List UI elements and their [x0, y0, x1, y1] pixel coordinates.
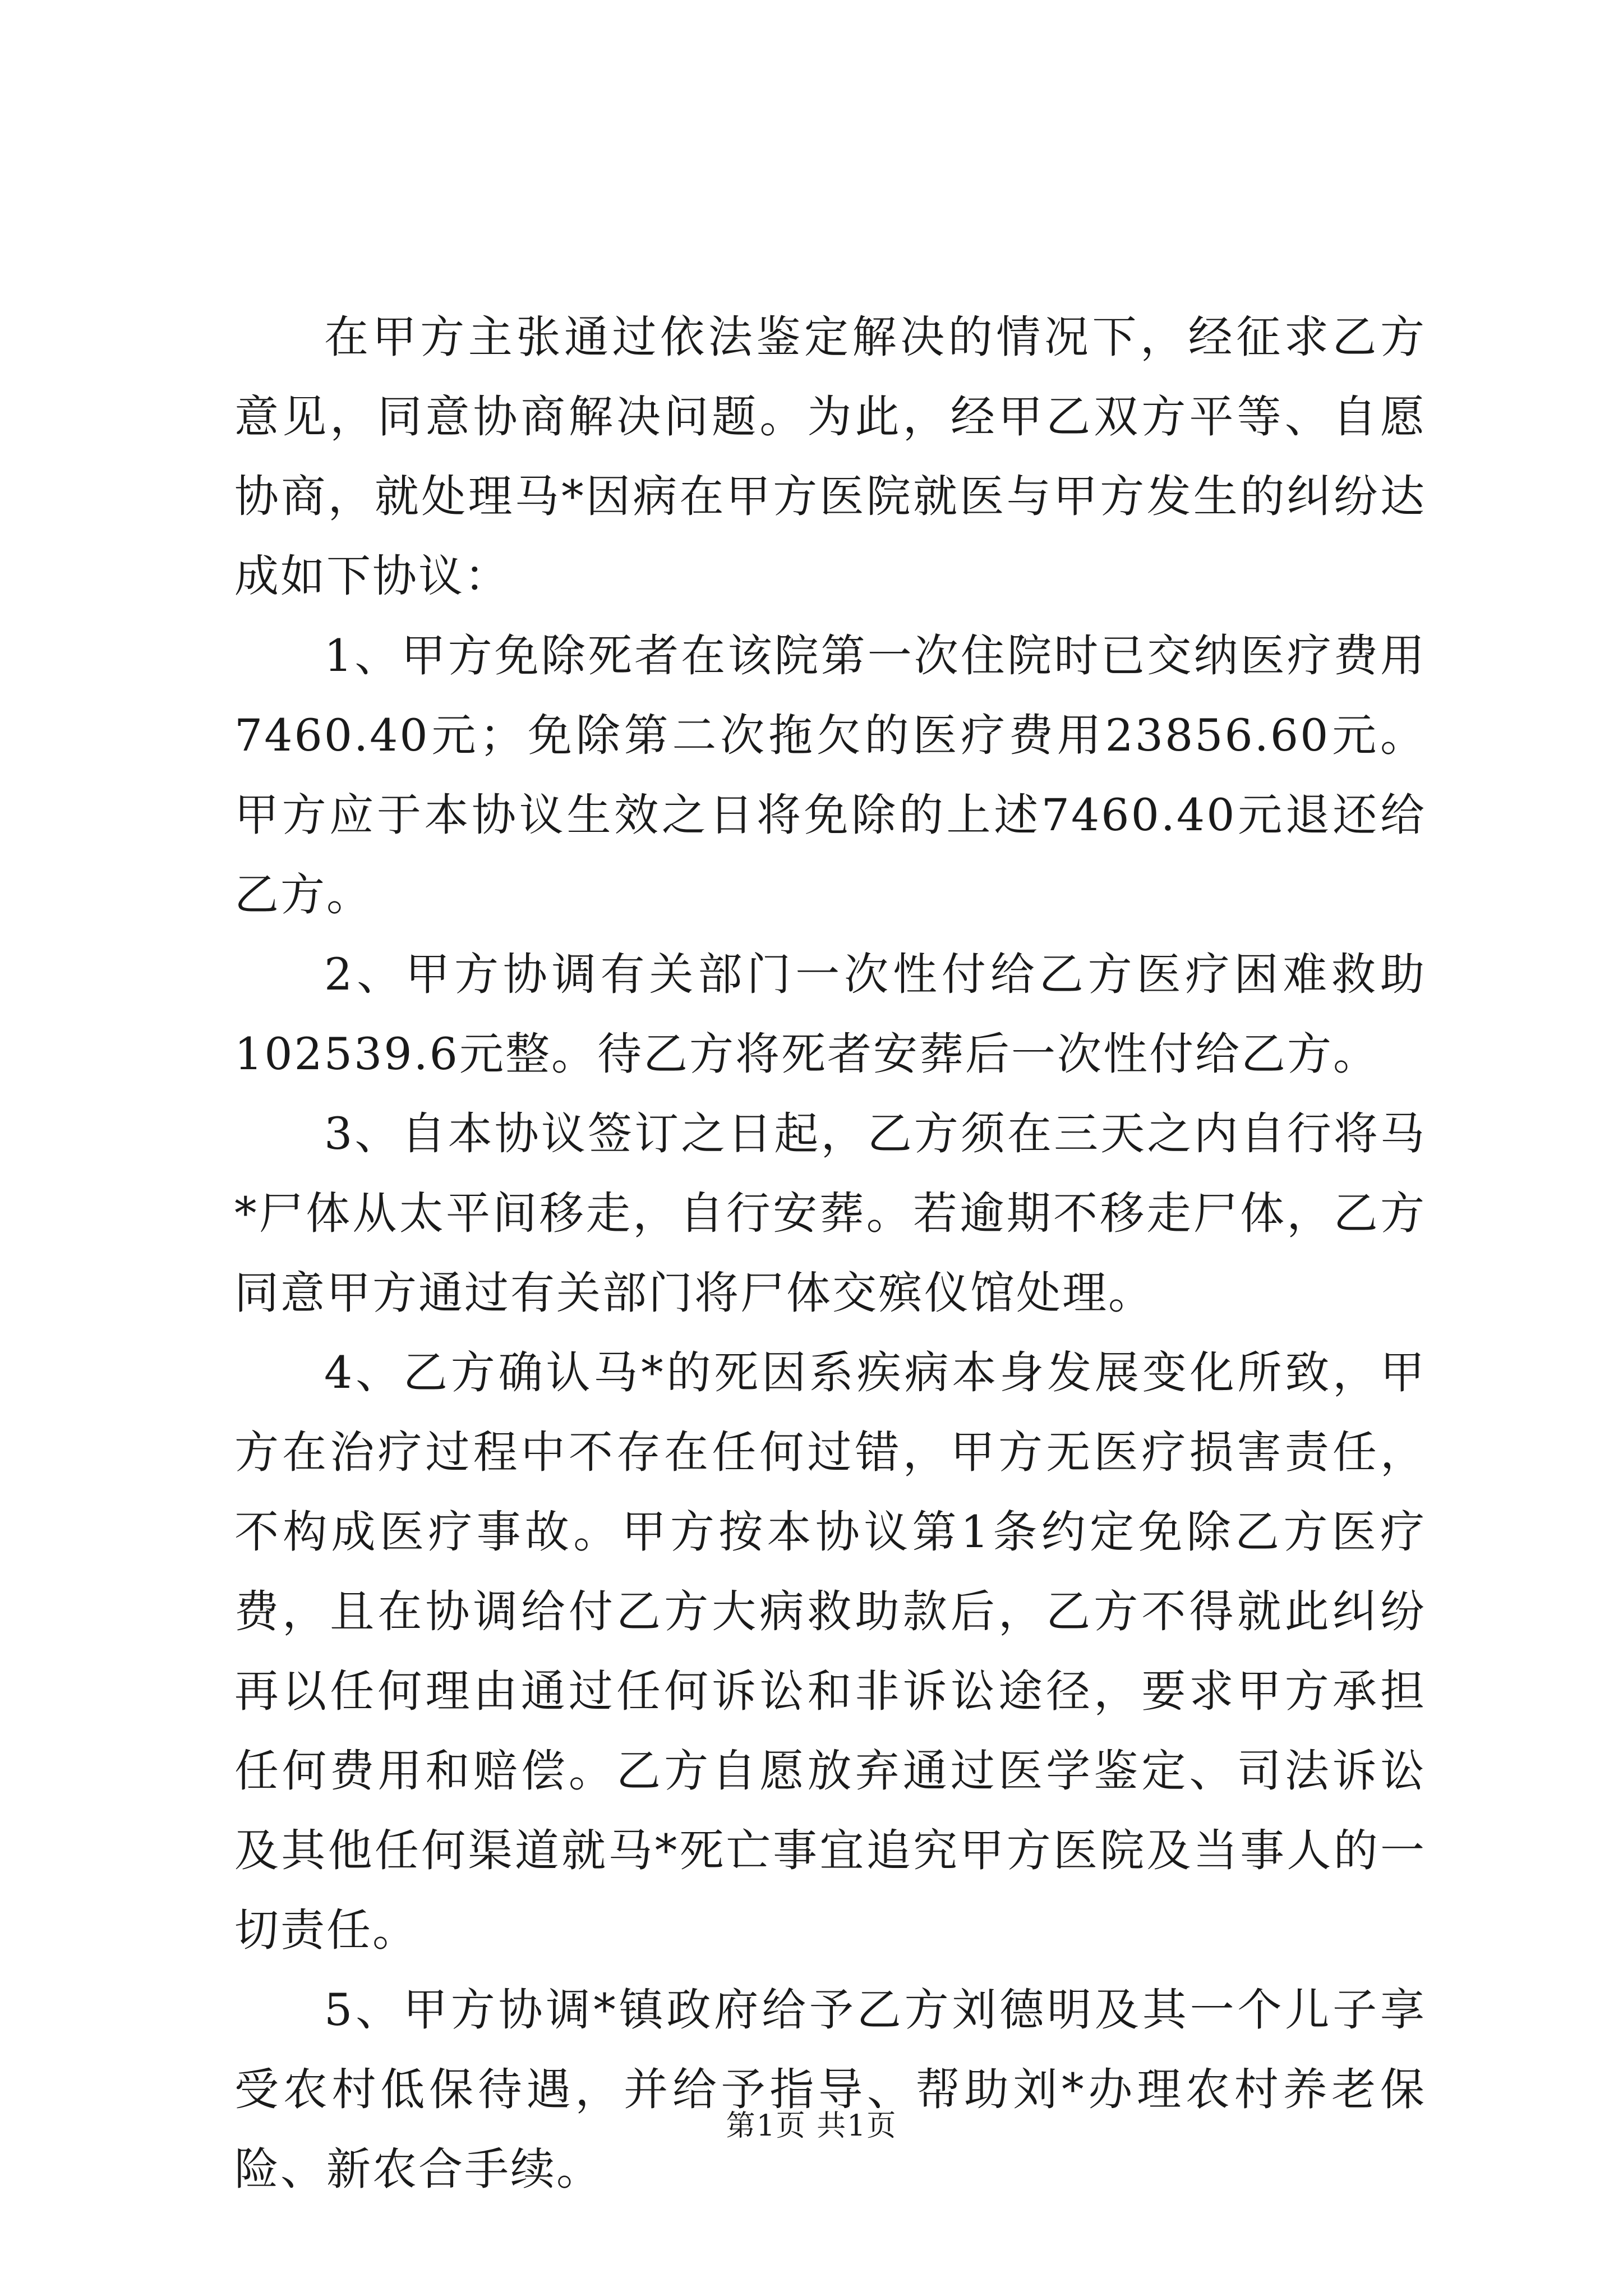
paragraph-clause-1: 1、甲方免除死者在该院第一次住院时已交纳医疗费用7460.40元；免除第二次拖欠的医疗费用23856.60元。甲方应于本协议生效之日将免除的上述7460.40元退还给乙方。	[234, 630, 1426, 921]
paragraph-intro: 在甲方主张通过依法鉴定解决的情况下，经征求乙方意见，同意协商解决问题。为此，经甲乙双方平等、自愿协商，就处理马*因病在甲方医院就医与甲方发生的纠纷达成如下协议：	[234, 311, 1426, 602]
paragraph-clause-2: 2、甲方协调有关部门一次性付给乙方医疗困难救助102539.6元整。待乙方将死者安葬后一次性付给乙方。	[234, 949, 1426, 1080]
page-number-label: 第1页 共1页	[726, 2109, 897, 2143]
paragraph-clause-3: 3、自本协议签订之日起，乙方须在三天之内自行将马*尸体从太平间移走，自行安葬。若逾期不移走尸体，乙方同意甲方通过有关部门将尸体交殡仪馆处理。	[234, 1108, 1426, 1319]
document-body	[234, 297, 1426, 2209]
page-footer	[0, 2109, 1623, 2143]
paragraph-clause-4: 4、乙方确认马*的死因系疾病本身发展变化所致，甲方在治疗过程中不存在任何过错，甲方无医疗损害责任，不构成医疗事故。甲方按本协议第1条约定免除乙方医疗费，且在协调给付乙方大病救助款后，乙方不得就此纠纷再以任何理由通过任何诉讼和非诉讼途径，要求甲方承担任何费用和赔偿。乙方自愿放弃通过医学鉴定、司法诉讼及其他任何渠道就马*死亡事宜追究甲方医院及当事人的一切责任。	[234, 1347, 1426, 1956]
paragraph-clause-5: 5、甲方协调*镇政府给予乙方刘德明及其一个儿子享受农村低保待遇，并给予指导、帮助刘*办理农村养老保险、新农合手续。	[234, 1984, 1426, 2195]
